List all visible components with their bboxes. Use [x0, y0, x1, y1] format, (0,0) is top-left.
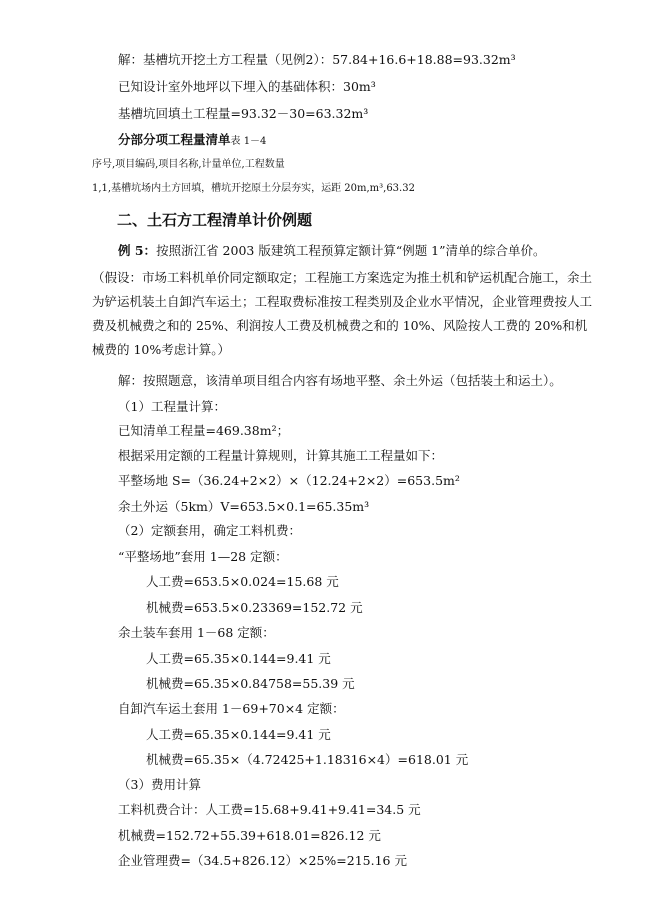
leveling-labor-line: 人工费=653.5×0.024=15.68 元 — [146, 574, 339, 589]
leveling-machine-line: 机械费=653.5×0.23369=152.72 元 — [146, 600, 363, 615]
total-machine-line: 机械费=152.72+55.39+618.01=826.12 元 — [118, 828, 381, 843]
truck-machine-line: 机械费=65.35×（4.72425+1.18316×4）=618.01 元 — [146, 752, 469, 767]
table-caption-title: 分部分项工程量清单 — [118, 132, 231, 147]
example-text: 按照浙江省 2003 版建筑工程预算定额计算“例题 1”清单的综合单价。 — [156, 243, 546, 258]
table-caption — [118, 132, 266, 149]
known-quantity-line: 已知清单工程量=469.38m²； — [118, 423, 290, 438]
calc-excavation-line: 解：基槽坑开挖土方工程量（见例2）：57.84+16.6+18.88=93.32m³ — [118, 52, 516, 67]
soil-transport-line: 余土外运（5km）V=653.5×0.1=65.35m³ — [118, 499, 370, 514]
rule-line: 根据采用定额的工程量计算规则，计算其施工工程量如下： — [118, 448, 444, 463]
table-caption-number: 表 1－4 — [230, 136, 267, 147]
section-heading: 二、土石方工程清单计价例题 — [117, 211, 313, 229]
quota-leveling-line: “平整场地”套用 1—28 定额： — [118, 549, 288, 564]
example-line — [118, 243, 546, 259]
step1-heading: （1）工程量计算： — [118, 399, 226, 414]
loading-labor-line: 人工费=65.35×0.144=9.41 元 — [146, 651, 331, 666]
total-labor-line: 工料机费合计：人工费=15.68+9.41+9.41=34.5 元 — [118, 802, 421, 817]
table-data-row: 1,1,基槽坑场内土方回填，槽坑开挖原土分层夯实，运距 20m,m³,63.32 — [92, 183, 415, 194]
example-label: 例 5： — [118, 243, 157, 258]
foundation-volume-line: 已知设计室外地坪以下埋入的基础体积：30m³ — [118, 79, 376, 94]
step3-heading: （3）费用计算 — [118, 777, 201, 792]
assumption-paragraph: （假设：市场工料机单价同定额取定；工程施工方案选定为推土机和铲运机配合施工，余土为铲运机装土自卸汽车运土；工程取费标准按工程类别及企业水平情况，企业管理费按人工费及机械费之和的 25%、利润按人工费及机械费之和的 10%、风险按人工费的 20%和机械费的 10%考虑计算。） — [92, 270, 593, 357]
step2-heading: （2）定额套用，确定工料机费： — [118, 523, 301, 538]
table-header-row: 序号,项目编码,项目名称,计量单位,工程数量 — [92, 159, 285, 170]
quota-truck-line: 自卸汽车运土套用 1－69+70×4 定额： — [118, 701, 345, 716]
truck-labor-line: 人工费=65.35×0.144=9.41 元 — [146, 727, 331, 742]
management-fee-line: 企业管理费=（34.5+826.12）×25%=215.16 元 — [118, 853, 407, 868]
site-leveling-line: 平整场地 S=（36.24+2×2）×（12.24+2×2）=653.5m² — [118, 473, 460, 488]
solution-line: 解：按照题意，该清单项目组合内容有场地平整、余土外运（包括装土和运土）。 — [118, 373, 562, 388]
loading-machine-line: 机械费=65.35×0.84758=55.39 元 — [146, 676, 355, 691]
quota-loading-line: 余土装车套用 1－68 定额： — [118, 625, 275, 640]
backfill-quantity-line: 基槽坑回填土工程量=93.32－30=63.32m³ — [118, 106, 369, 121]
